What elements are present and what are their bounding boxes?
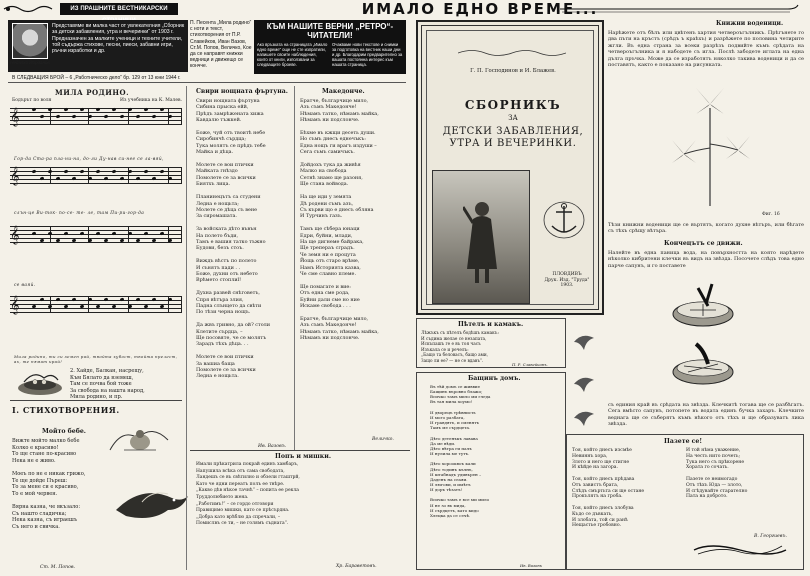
bird-icon bbox=[572, 372, 596, 394]
cover-subtitle: ДЕТСКИ ЗАБАВЛЕНИЯ, УТРА И ВЕЧЕРИНКИ. bbox=[442, 126, 584, 149]
music-note bbox=[80, 107, 85, 111]
music-note bbox=[48, 107, 53, 111]
poem-title: Пѣтелъ и камакъ. bbox=[458, 321, 524, 328]
intro-continuation: П. Песента „Мила родино“ с ноти и текст, стихотворения от П.Р. Славейков, Иван Вазов, Ст.М. Попов, Величко, Кое да се направят книжки ведници и движещо се кончче. bbox=[190, 20, 252, 70]
right-heading: Книжни воденици. bbox=[716, 20, 784, 27]
music-note bbox=[112, 169, 117, 173]
music-note bbox=[56, 297, 61, 301]
music-note bbox=[120, 297, 125, 301]
poem-mouse: Имали прѣкатрила покрай единъ хамбаръ, Напушила всѣка отъ сама свободата, Ландешъ се въ свѣтилно и обзели гташтрй, Като че ядни переатъ полъ ее тнѣре. „Какво дѣв нѣкое тачнѣ“ – попита ее рекла Труддолюбието жена. „Работимъ!“ – се гордо отговори Правицимо мишки, като се прѣсърдна. „Добра като врѣблю да спречали, – Помислвъ се ти, – не голямъ съдната“. bbox=[196, 462, 300, 527]
poem-pazete-2: И той нѣма уважение, На честь нито почеть; Тука него съ прѣкорене Хората го сочать. Пазете се неимогадо Отъ тѣхъ Юда — злото, И сгѣдувайте старателно Пата на доброто. bbox=[686, 448, 748, 500]
poem-signature: Ст. М. Попов. bbox=[40, 565, 76, 570]
music-note bbox=[128, 169, 133, 173]
treble-clef-icon: 𝄞 bbox=[10, 107, 20, 126]
music-note bbox=[96, 169, 101, 173]
girl-figure-icon bbox=[463, 197, 501, 285]
match-instructions: Налейте въ една паница вода, на повърхността на която нарѣдете нѣколко кибритени клечки въ видъ на звѣзда. Посочете слѣдъ това едно парче сапунъ, и го поставете bbox=[608, 250, 804, 269]
book-cover bbox=[416, 20, 604, 315]
music-note bbox=[120, 176, 125, 180]
poem-title: Свири нощната фъртуна. bbox=[196, 88, 288, 95]
staff-line bbox=[10, 296, 182, 297]
poem-home: Въ тѣй домъ се живвие Бащинъ въровно блажо; Всичко тамъ мило ми гледа Въ тая мила хоумо! И дворецъ трѣвнисть И мого разбата, И гравдятъ, и сменятъ Тамъ ме сърдцета. Дѣто детенъкъ лавава Да ме вѣди. Дѣто вѣтра ги палъ И нулила ме тутъ. Дѣто хорооквоъ кали Дѣто тодинъ кълнъ, И штабнадъ удивърен – Даденъ на сеаяи. И люгови, и имѣтъ И доръ тѣзатъ! Всичко тамъ е все ми мило И не зо въ мида, И сърдцетъ, като кидо Хлецка да се сечѣ. bbox=[430, 384, 491, 518]
readers-banner bbox=[254, 20, 406, 74]
poem-signature: В. Георгиевъ. bbox=[754, 534, 787, 539]
cover-photo bbox=[432, 170, 530, 304]
column-divider bbox=[294, 86, 295, 450]
music-note bbox=[48, 169, 53, 173]
poem-title: Мойто бебе. bbox=[42, 428, 86, 435]
music-note bbox=[144, 107, 149, 111]
music-note bbox=[40, 297, 45, 301]
treble-clef-icon: 𝄞 bbox=[10, 295, 20, 314]
nest-illustration-icon bbox=[14, 364, 66, 398]
banner-title: КЪМ НАШИТЕ ВЕРНИ „РЕТРО“-ЧИТАТЕЛИ! bbox=[266, 22, 394, 40]
figure-caption: Фиг. 16 bbox=[762, 212, 780, 217]
poem-title: Бащинъ домъ. bbox=[468, 375, 521, 382]
cover-authors: Г. П. Господинов и И. Блажев. bbox=[470, 68, 556, 74]
intro-block: Представяме ви малка част от увлекателния „Сборник за детски забавления, утра и вечеринки“ от 1903 г. Предназначен за малките ученици и техните учители, той съдържа стихове, песни, пиеси, забавни игри, ръчни изработки и др. bbox=[8, 20, 188, 72]
column-divider bbox=[186, 86, 187, 570]
music-note bbox=[96, 231, 101, 235]
poem-signature: Ив. Вазовъ bbox=[520, 563, 543, 568]
music-note bbox=[160, 231, 165, 235]
treble-clef-icon: 𝄞 bbox=[10, 166, 20, 185]
music-staff bbox=[10, 296, 182, 318]
staff-line bbox=[10, 120, 182, 121]
music-staff bbox=[10, 108, 182, 130]
bird-icon bbox=[572, 330, 596, 352]
music-note bbox=[128, 107, 133, 111]
staff-line bbox=[10, 175, 182, 176]
bird-icon bbox=[572, 406, 596, 428]
next-issue-note: В СЛЕДВАЩИЯ БРОЙ – 6 „Работническо дело“ бр. 129 от 13 юни 1944 г. bbox=[8, 74, 406, 83]
bowl-illustration-icon bbox=[668, 340, 738, 396]
poem-petel: Лѣжъкъ съ пѣтелъ бодѣшъ камакъ: И съдима желае се незапата, Искъпашъ ге е въ тоя часъ Изъкала се и речелъ: „Бащо та беловасъ, бащо ами, Защо ли ее? — не се вдавъ“. bbox=[421, 330, 499, 363]
music-note bbox=[72, 176, 77, 180]
scroll-ornament-icon bbox=[690, 542, 790, 558]
music-note bbox=[96, 107, 101, 111]
music-note bbox=[80, 231, 85, 235]
music-note bbox=[152, 176, 157, 180]
music-note bbox=[64, 107, 69, 111]
poem-moyto-bebe: Вижте мойто малко бебе Колко е красиво! То ще стане по-красиво Нека не е живо. Моеъ по не е никак грижо, Те ще дойде Пъреш: То за мене си е красиво, То е мой червен. Вярна казна, че вкъзало: Съ нашто сладичка; Нека казна, съ играешъ Съ него и свичка. bbox=[12, 438, 86, 530]
corner-ornament-icon bbox=[2, 4, 54, 14]
cover-ornament-icon bbox=[458, 48, 566, 58]
lyric-line: Мила родино, ти си земен рай, твойта хубост, твойта прелест, ах, те нямат край! bbox=[14, 354, 178, 364]
music-note bbox=[40, 176, 45, 180]
music-note bbox=[168, 114, 173, 118]
cover-title: СБОРНИКЪ bbox=[464, 98, 562, 112]
lyric-line: слън-це Ви-ток- по-се- те- ле, там Пи-ри-гор-да bbox=[14, 211, 145, 216]
poems-heading: I. СТИХОТВОРЕНИЯ. bbox=[12, 405, 120, 415]
page-title: ИМАЛО ЕДНО ВРЕМЕ... bbox=[361, 0, 599, 18]
staff-line bbox=[10, 112, 182, 113]
pinwheel-illustration-icon bbox=[666, 78, 756, 208]
song-title: МИЛА РОДИНО. bbox=[55, 88, 130, 97]
poem-title: Македонче. bbox=[322, 88, 365, 95]
staff-line bbox=[10, 230, 182, 231]
staff-line bbox=[10, 183, 182, 184]
song-source: Из учебника на К. Малев. bbox=[120, 98, 182, 103]
music-note bbox=[32, 231, 37, 235]
song-tempo: Бодърът по воля bbox=[12, 98, 52, 103]
staff-line bbox=[10, 238, 182, 239]
music-note bbox=[72, 114, 77, 118]
staff-line bbox=[10, 124, 182, 125]
song-credit bbox=[12, 98, 182, 103]
music-note bbox=[112, 231, 117, 235]
divider bbox=[10, 400, 182, 401]
music-note bbox=[72, 297, 77, 301]
cover-publisher: ПЛОВДИВЪ Друк. Изд. "Труда" 1903. bbox=[544, 272, 590, 288]
music-note bbox=[168, 176, 173, 180]
bar-line bbox=[181, 226, 182, 242]
music-note bbox=[56, 176, 61, 180]
music-staff bbox=[10, 226, 182, 248]
photo-caption: Недялко Йорданов bbox=[10, 60, 50, 65]
poem-pazete-1: Тоя, който днесъ изсмѣе Невиннъ хора, Злото и него ще стигне И кѣйде на загора. Тоя, който днесъ прѣдава Отъ завистъ брата, Слѣдъ смъртьта си ще остане Прокълятъ на гроба. Тоя, който днесъ злобува Къдо се дъвкать, И злобата, той си ранѣ Нещастье гробовно. bbox=[572, 448, 645, 529]
poem-makedonche: Братче, българчице мило, Азъ съмъ Македонче! Нѣмамъ татко, нѣмамъ майка, Нѣмамъ ни подслонче. Бѣхме въ кжщи десеть души. Но съмъ днесъ еднечъкъ: Една нощъ ги врагъ издуши – Сега съмъ самичъкъ. Дойдохъ тука да живѣя Малко на свобода Сетнѣ знамо ще разоня, Ще стана войвода. На ще иди у земята Дѣ родени съмъ азъ, Съ кърви що е днесъ обляна И Турчинъ газъ. Тамъ ще сѣбера юнаци Едри, буйни, млади, На ще дигнеме байрака, Ще трепераъ сградъ. Че земя ни е процута Йощь отъ старо врѣме, Намъ Историята казва, Че сме славно племе. Ще помагате и вие: Отъ една сме рода, Буйни дали сме но ние Искаме свобода . . . Братче, българчице мило, Азъ съмъ Македонче! Нѣмамъ татко, нѣмамъ майка, Нѣмамъ ни подслонче. bbox=[300, 98, 379, 342]
poem-title: Попъ и мишки. bbox=[275, 453, 331, 460]
bar-line bbox=[168, 167, 169, 183]
poem-signature: Ив. Вазовъ. bbox=[258, 444, 287, 449]
section-label: ИЗ ПРАШНИТЕ ВЕСТНИКАРСКИ bbox=[60, 3, 178, 15]
music-note bbox=[136, 176, 141, 180]
match-result: съ единия край въ срѣдата на звѣзда. Клечкитѣ тогава ще се разбѣгатъ. Сега вмѣсто сапунъ, потопете въ водата единъ бучка захаръ. Клечките веднага ще се съберятъ къмъ нѣкого отъ тѣхъ и ще образуватъ лика звѣзда. bbox=[608, 402, 804, 428]
music-note bbox=[88, 114, 93, 118]
poem-signature: Хр. Бараветовъ. bbox=[336, 564, 377, 569]
poem-night: Свири нощната фъртуна Сибина прыска ейй, Прѣдъ замрѣжената хижа Кавдалю тъжкей. Боже, чуй отъ твоитѣ небе Сиробинчѣ сърдца; Тука молятъ се прѣдъ тебе Майка и дѣца. Молете се вои птички Майката гнѣздо Помолете се за всички Биятхъ лица. Планинецътъ са студени Ледна е нощьта; Молете се дѣца съ вене За сиромашата. За войската дѣто въвън На полето бъди, Тамъ е вашия татко тъжно Будови, безъ стоъ. Виждъ вѣстъ по полето И сънятъ пади . . Боже, духни отъ небето Врѣмето стоплиl! Духна развей снѣговетъ, Спря вѣтъра злия, Падна слънцето да свѣти По тѣзи черна нощъ. Да жвъ гривно, да ой? столи Клетите сърдца, – Ще посовяте, че се молятъ Зарадъ тѣхъ дѣца. . . Молете се вои птички За вашиа баща Помолете се за всички Ледна е нощьта. bbox=[196, 98, 271, 380]
windmill-note: Тѣзи книжни воденици ще се въртятъ, когато духне вѣтъръ, или бѣгате съ тѣхъ срѣщу вѣтъра. bbox=[608, 222, 804, 235]
music-note bbox=[144, 231, 149, 235]
music-staff bbox=[10, 167, 182, 189]
banner-col-1: Ако връзката на страницата „Имало едно време“ още не сте изпратили, напишете своите наблюдения, които от книги, използвани за следващите броеве. bbox=[257, 42, 328, 67]
music-note bbox=[136, 114, 141, 118]
music-note bbox=[120, 114, 125, 118]
music-note bbox=[112, 107, 117, 111]
song-refrain: 2. Хайде, Балкан, насрещу, Към Бялато да вземеш, Там се почва бой тоже За свобода на нашта народ, Мила родино, и пр. bbox=[70, 368, 145, 401]
music-note bbox=[152, 297, 157, 301]
music-note bbox=[32, 107, 37, 111]
music-note bbox=[104, 176, 109, 180]
staff-line bbox=[10, 179, 182, 180]
staff-line bbox=[10, 167, 182, 168]
music-note bbox=[88, 176, 93, 180]
treble-clef-icon: 𝄞 bbox=[10, 225, 20, 244]
windmill-instructions: Нарѣжете отъ бѣлъ или цвѣтенъ хартия четвероъгълникъ. Прѣгънете го два пъти на кръстъ (срѣдъ ъ краѣхъ) и разрѣжете по половина четирите жгли. Въ една страна за всеки разрѣзъ подвийте къмъ срѣдата на четвероъгълника и я набодете съ игла. Послѣ забодете иглата на една дълга пръчка. Може да се изработятъ няколко такива воденици и да се поставятъ, както е показано на рисунката. bbox=[608, 30, 804, 69]
bird-illustration-icon bbox=[112, 480, 192, 528]
bar-line bbox=[181, 296, 182, 312]
music-note bbox=[160, 169, 165, 173]
music-note bbox=[104, 297, 109, 301]
bowl-illustration-icon bbox=[668, 282, 738, 338]
music-note bbox=[40, 114, 45, 118]
bar-line bbox=[181, 108, 182, 124]
music-note bbox=[88, 297, 93, 301]
poem-title: Пазете се! bbox=[664, 438, 703, 445]
anchor-emblem-icon bbox=[540, 198, 588, 242]
staff-line bbox=[10, 312, 182, 313]
banner-col-2: Очакваме нови текстове и снимки за подготовка на вестник наши дни и др. Благодарим предварително за вашата постоянна интерес към нашата страница. bbox=[332, 42, 403, 67]
staff-line bbox=[10, 300, 182, 301]
music-note bbox=[64, 231, 69, 235]
lyric-line: се ваяй. bbox=[14, 283, 36, 288]
music-note bbox=[56, 114, 61, 118]
music-note bbox=[144, 169, 149, 173]
bar-line bbox=[88, 167, 89, 183]
music-note bbox=[152, 114, 157, 118]
music-note bbox=[104, 114, 109, 118]
music-note bbox=[48, 231, 53, 235]
music-note bbox=[168, 297, 173, 301]
poem-signature: П. Р. Славейковъ. bbox=[512, 362, 548, 367]
subheading: Кончецътъ се движи. bbox=[664, 240, 743, 247]
staff-line bbox=[10, 242, 182, 243]
child-illustration-icon bbox=[104, 420, 174, 458]
music-note bbox=[64, 169, 69, 173]
music-note bbox=[128, 231, 133, 235]
music-note bbox=[80, 169, 85, 173]
title-ornament-icon bbox=[560, 4, 800, 14]
bar-line bbox=[181, 167, 182, 183]
poem-signature: Величко. bbox=[372, 437, 394, 442]
music-note bbox=[32, 169, 37, 173]
bar-line bbox=[128, 296, 129, 312]
staff-line bbox=[10, 226, 182, 227]
lyric-line: Гор-да Ста-ра пла-ни-на, до-ли Ду-нав си-нее се ла-вяй, bbox=[14, 157, 164, 162]
music-note bbox=[160, 107, 165, 111]
divider bbox=[190, 450, 410, 451]
author-photo bbox=[12, 23, 48, 59]
music-note bbox=[136, 297, 141, 301]
cover-za: ЗА bbox=[508, 114, 518, 122]
